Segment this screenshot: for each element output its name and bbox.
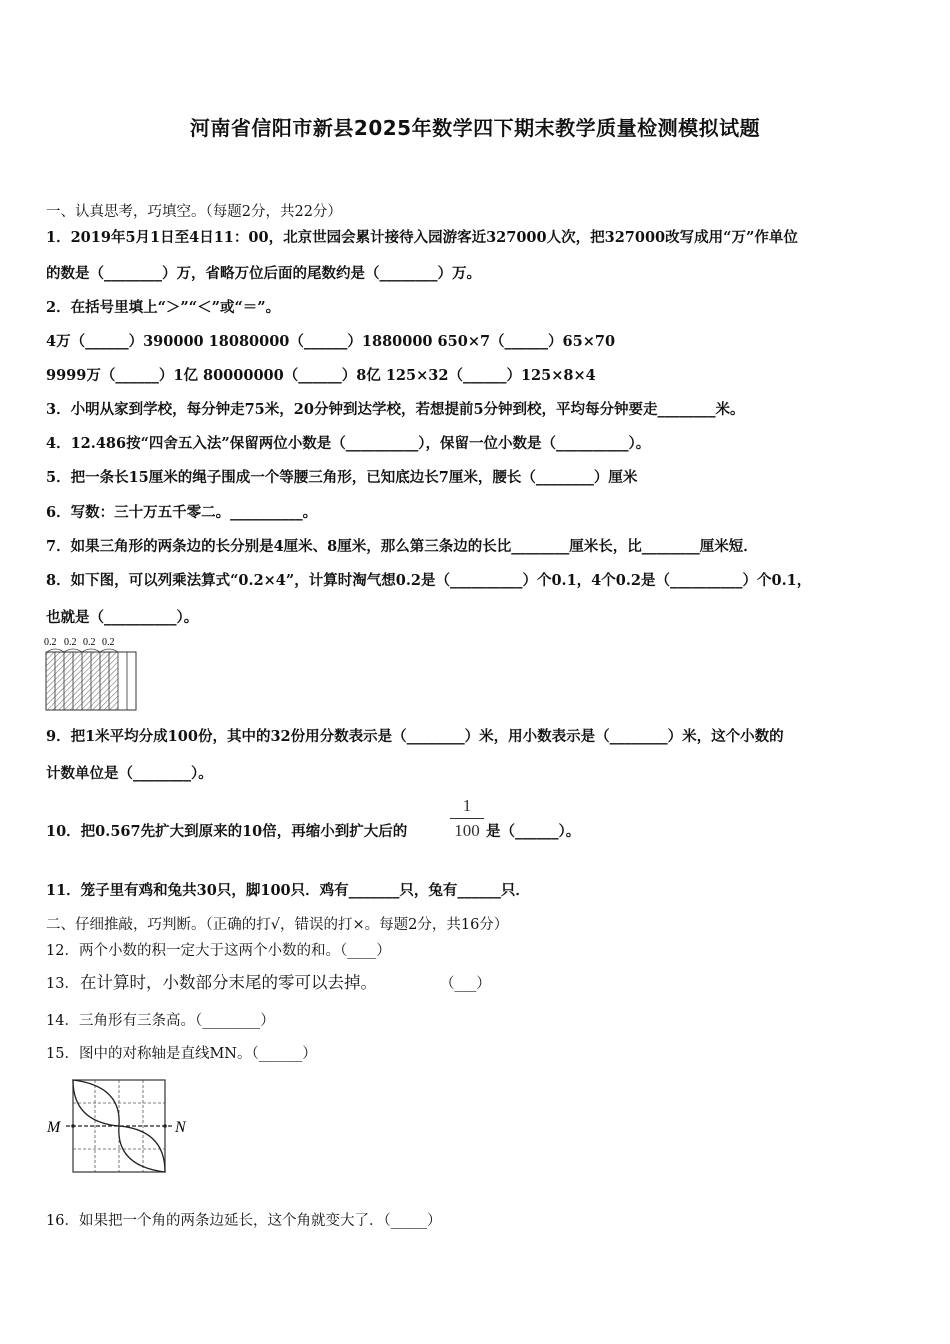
bar-label-1: 0.2 bbox=[44, 637, 57, 648]
question-3: 3．小明从家到学校，每分钟走75米，20分钟到达学校，若想提前5分钟到校，平均每分钟要走________米。 bbox=[46, 401, 745, 418]
question-14: 14．三角形有三条高。（________） bbox=[46, 1013, 275, 1029]
question-2-row-1: 4万（______）390000 18080000（______）1880000 650×7（______）65×70 bbox=[46, 333, 616, 350]
question-5: 5．把一条长15厘米的绳子围成一个等腰三角形，已知底边长7厘米，腰长（________）厘米 bbox=[46, 469, 638, 486]
fraction-denominator: 100 bbox=[454, 821, 480, 840]
question-10-part-2: 是（______）。 bbox=[486, 823, 581, 840]
question-1-line-2: 的数是（________）万，省略万位后面的尾数约是（________）万。 bbox=[46, 265, 481, 282]
section-2-heading: 二、仔细推敲，巧判断。（正确的打√，错误的打×。每题2分，共16分） bbox=[46, 917, 509, 933]
question-8-line-1: 8．如下图，可以列乘法算式“0.2×4”，计算时淘气想0.2是（__________）个0.1，4个0.2是（__________）个0.1， bbox=[46, 572, 812, 589]
fraction-one-hundredth bbox=[450, 796, 484, 841]
label-n: N bbox=[175, 1119, 186, 1136]
question-13-number: 13． bbox=[46, 976, 79, 992]
question-13-answer: （___） bbox=[440, 976, 491, 992]
question-2-row-2: 9999万（______）1亿 80000000（______）8亿 125×32（______）125×8×4 bbox=[46, 367, 596, 384]
question-1-line-1: 1．2019年5月1日至4日11：00，北京世园会累计接待入园游客近327000人次，把327000改写成用“万”作单位 bbox=[46, 229, 798, 246]
question-15: 15．图中的对称轴是直线MN。（______） bbox=[46, 1046, 317, 1062]
page-title: 河南省信阳市新县2025年数学四下期末教学质量检测模拟试题 bbox=[189, 116, 761, 140]
section-1-heading: 一、认真思考，巧填空。（每题2分，共22分） bbox=[46, 204, 342, 220]
label-m: M bbox=[47, 1119, 61, 1136]
question-6: 6．写数：三十万五千零二。__________。 bbox=[46, 504, 318, 521]
question-7: 7．如果三角形的两条边的长分别是4厘米、8厘米，那么第三条边的长比________厘米长，比________厘米短． bbox=[46, 538, 758, 555]
decimal-bar-figure bbox=[40, 632, 140, 714]
question-16: 16．如果把一个角的两条边延长，这个角就变大了．（_____） bbox=[46, 1213, 442, 1229]
question-10-part-1: 10．把0.567先扩大到原来的10倍，再缩小到扩大后的 bbox=[46, 823, 408, 840]
bar-label-4: 0.2 bbox=[102, 637, 115, 648]
question-13-text: 在计算时，小数部分末尾的零可以去掉。 bbox=[80, 973, 377, 992]
question-12: 12．两个小数的积一定大于这两个小数的和。（____） bbox=[46, 943, 391, 959]
question-9-line-2: 计数单位是（________）。 bbox=[46, 765, 213, 782]
question-4: 4．12.486按“四舍五入法”保留两位小数是（__________），保留一位小数是（__________）。 bbox=[46, 435, 651, 452]
question-8-line-2: 也就是（__________）。 bbox=[46, 609, 199, 626]
fraction-numerator: 1 bbox=[462, 796, 472, 815]
question-11: 11．笼子里有鸡和兔共30只，脚100只．鸡有_______只，兔有______只． bbox=[46, 882, 530, 899]
question-9-line-1: 9．把1米平均分成100份，其中的32份用分数表示是（________）米，用小数表示是（________）米，这个小数的 bbox=[46, 728, 784, 745]
bar-label-2: 0.2 bbox=[64, 637, 77, 648]
question-2: 2．在括号里填上“＞”“＜”或“＝”。 bbox=[46, 299, 281, 316]
symmetry-grid-figure bbox=[44, 1074, 194, 1178]
bar-label-3: 0.2 bbox=[83, 637, 96, 648]
